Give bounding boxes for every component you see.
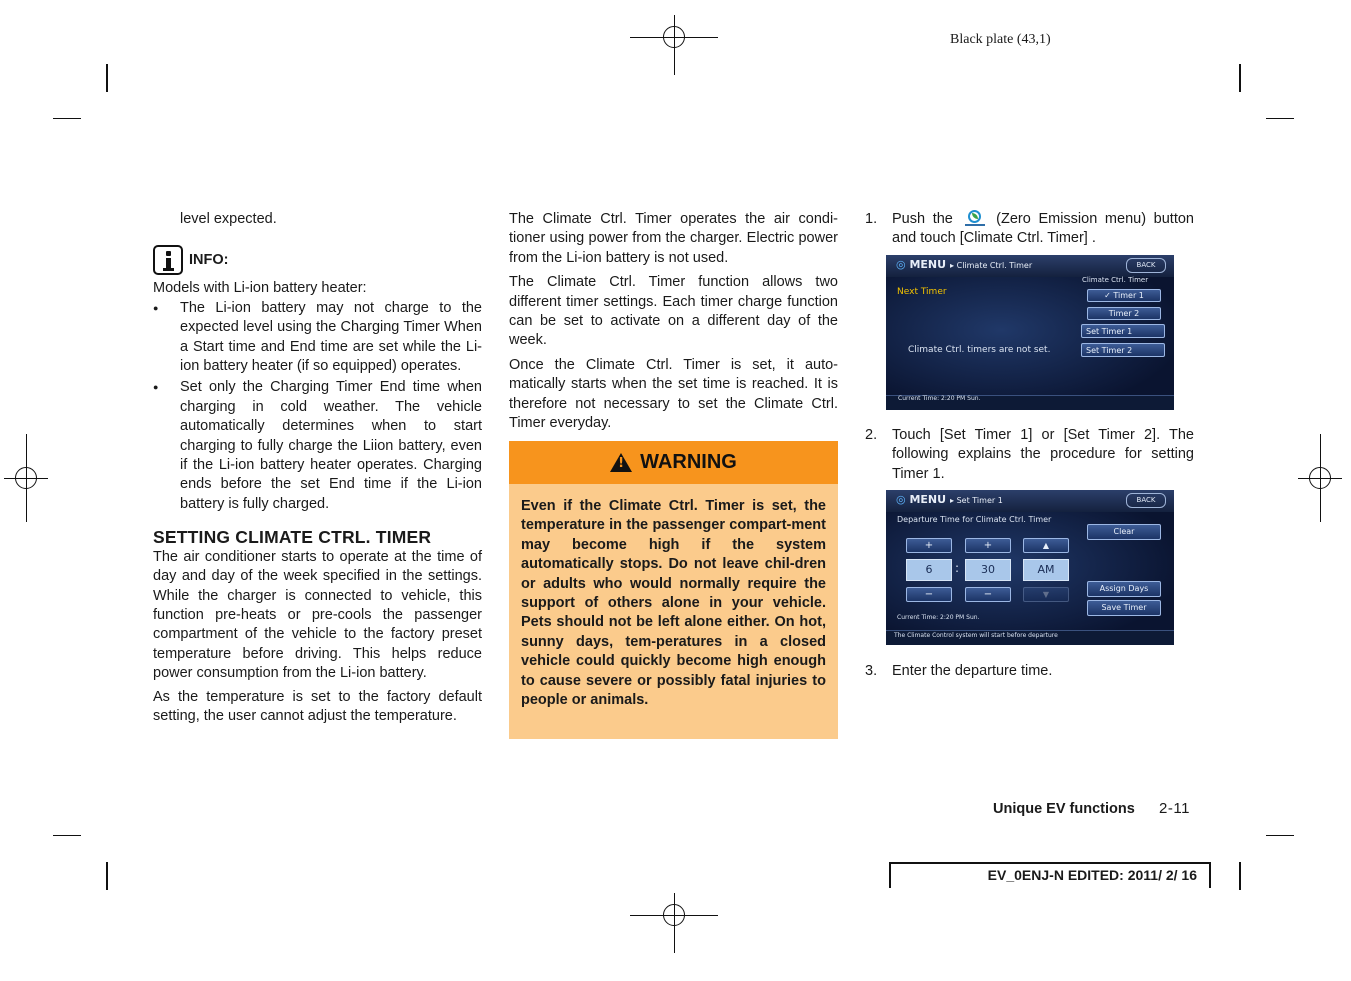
screen-menu-title: ◎ MENU ▸ Set Timer 1 <box>896 493 1003 506</box>
crop-mark <box>1266 835 1294 836</box>
step-number: 3. <box>865 663 878 679</box>
ampm-field[interactable]: AM <box>1023 559 1069 581</box>
ampm-down-button[interactable]: ▼ <box>1023 587 1069 602</box>
hour-plus-button[interactable]: + <box>906 538 952 553</box>
right-column-cont <box>865 426 1194 484</box>
minute-plus-button[interactable]: + <box>965 538 1011 553</box>
departure-note: The Climate Control system will start before departure <box>894 632 1058 639</box>
middle-column <box>509 210 838 433</box>
step-2 <box>865 426 1194 484</box>
page-number: 2-11 <box>1159 800 1190 817</box>
assign-days-button[interactable]: Assign Days <box>1087 581 1161 597</box>
crop-mark <box>106 64 108 92</box>
current-time: Current Time: 2:20 PM Sun. <box>898 395 981 402</box>
crop-mark <box>1266 118 1294 119</box>
step-1 <box>865 210 1194 249</box>
section-title: SETTING CLIMATE CTRL. TIMER <box>153 527 432 548</box>
right-column <box>865 210 1194 249</box>
crop-mark <box>53 835 81 836</box>
registration-mark-top <box>630 15 718 103</box>
save-timer-button[interactable]: Save Timer <box>1087 600 1161 616</box>
back-button[interactable]: BACK <box>1126 258 1166 273</box>
next-timer-label: Next Timer <box>897 287 947 297</box>
list-item: ● The Li-ion battery may not charge to the expected level using the Charging Timer When a Start time and End time are set while the Li-ion battery heater (if so equipped) operates. <box>153 299 482 377</box>
back-button[interactable]: BACK <box>1126 493 1166 508</box>
set-timer-screen <box>886 490 1174 645</box>
step-text: Enter the departure time. <box>892 663 1053 679</box>
info-header <box>153 245 482 275</box>
list-item: ● Set only the Charging Timer End time when charging in cold weather. The vehicle automatically determines when to start charging to fully charge the Liion battery, even if the Li-ion battery heater operates. Charging ends before the set End time if the Li-ion battery is fully charged. <box>153 378 482 514</box>
edited-stamp <box>889 862 1211 888</box>
minute-field[interactable]: 30 <box>965 559 1011 581</box>
edited-text: EV_0ENJ-N EDITED: 2011/ 2/ 16 <box>987 867 1197 883</box>
current-time: Current Time: 2:20 PM Sun. <box>897 614 980 621</box>
zero-emission-icon <box>965 210 985 226</box>
crop-mark <box>1239 64 1241 92</box>
body-paragraph: As the temperature is set to the factory default setting, the user cannot adjust the temperature. <box>153 688 482 724</box>
hour-field[interactable]: 6 <box>906 559 952 581</box>
intro-text: level expected. <box>180 211 277 227</box>
info-lead: Models with Li-ion battery heater: <box>153 280 367 297</box>
registration-mark-bottom <box>630 893 718 981</box>
warning-header <box>509 441 838 484</box>
footer-section-name: Unique EV functions <box>993 801 1135 817</box>
set-timer-1-button[interactable]: Set Timer 1 <box>1081 324 1165 338</box>
step-3 <box>865 662 1194 681</box>
info-bullet-list <box>153 299 482 514</box>
climate-timer-screen <box>886 255 1174 410</box>
timer-1-toggle[interactable]: ✓ Timer 1 <box>1087 289 1161 302</box>
warning-icon <box>610 453 632 472</box>
set-timer-2-button[interactable]: Set Timer 2 <box>1081 343 1165 357</box>
crop-mark <box>1239 862 1241 890</box>
timer-panel-title: Climate Ctrl. Timer <box>1082 276 1149 284</box>
info-icon <box>153 245 183 275</box>
step-text: Touch [Set Timer 1] or [Set Timer 2]. The following explains the procedure for setting Timer 1. <box>892 427 1194 482</box>
crop-mark <box>53 118 81 119</box>
step-text: Push the <box>892 211 953 227</box>
minute-minus-button[interactable]: − <box>965 587 1011 602</box>
timer-2-toggle[interactable]: Timer 2 <box>1087 307 1161 320</box>
body-paragraph: The air conditioner starts to operate at the time of day and day of the week specified in the settings. While the charger is connected to vehicle, this function pre-heats or pre-cools the passenger compartment of the vehicle to the factory preset temperature before driving. This helps reduce power consumption from the Li-ion battery. <box>153 548 482 682</box>
timer-status-message: Climate Ctrl. timers are not set. <box>908 345 1051 355</box>
body-paragraph: The Climate Ctrl. Timer function allows two different timer settings. Each timer charge function can be set to activate on a different day of the week. <box>509 274 838 349</box>
right-column-end <box>865 662 1194 681</box>
body-paragraph: The Climate Ctrl. Timer operates the air condi-tioner using power from the charger. Electric power from the Li-ion battery is not used. <box>509 211 838 266</box>
registration-mark-left <box>4 434 92 522</box>
departure-title: Departure Time for Climate Ctrl. Timer <box>897 515 1052 524</box>
info-label: INFO: <box>189 251 229 268</box>
plate-label: Black plate (43,1) <box>950 32 1051 47</box>
clear-button[interactable]: Clear <box>1087 524 1161 540</box>
crop-mark <box>106 862 108 890</box>
step-number: 1. <box>865 211 878 227</box>
step-number: 2. <box>865 427 878 443</box>
warning-title: WARNING <box>640 451 737 473</box>
body-paragraph: Once the Climate Ctrl. Timer is set, it auto-matically starts when the set time is reached. It is therefore not necessary to set the Climate Ctrl. Timer everyday. <box>509 356 838 432</box>
hour-minus-button[interactable]: − <box>906 587 952 602</box>
time-colon: : <box>955 561 960 575</box>
registration-mark-right <box>1298 434 1351 522</box>
screen-menu-title: ◎ MENU ▸ Climate Ctrl. Timer <box>896 258 1033 271</box>
ampm-up-button[interactable]: ▲ <box>1023 538 1069 553</box>
warning-box <box>509 441 838 739</box>
step-text: (Zero Emission menu) button and touch [Climate Ctrl. Timer] . <box>892 211 1194 247</box>
warning-text: Even if the Climate Ctrl. Timer is set, the temperature in the passenger compart-ment may become high if the system automatically stops. Do not leave chil-dren or adults who would normally require the support of others alone in your vehicle. Pets should not be left alone either. On hot, sunny days, tem-peratures in a closed vehicle could quickly become high enough to cause severe or possibly fatal injuries to people or animals. <box>521 498 826 709</box>
left-column <box>153 210 482 726</box>
